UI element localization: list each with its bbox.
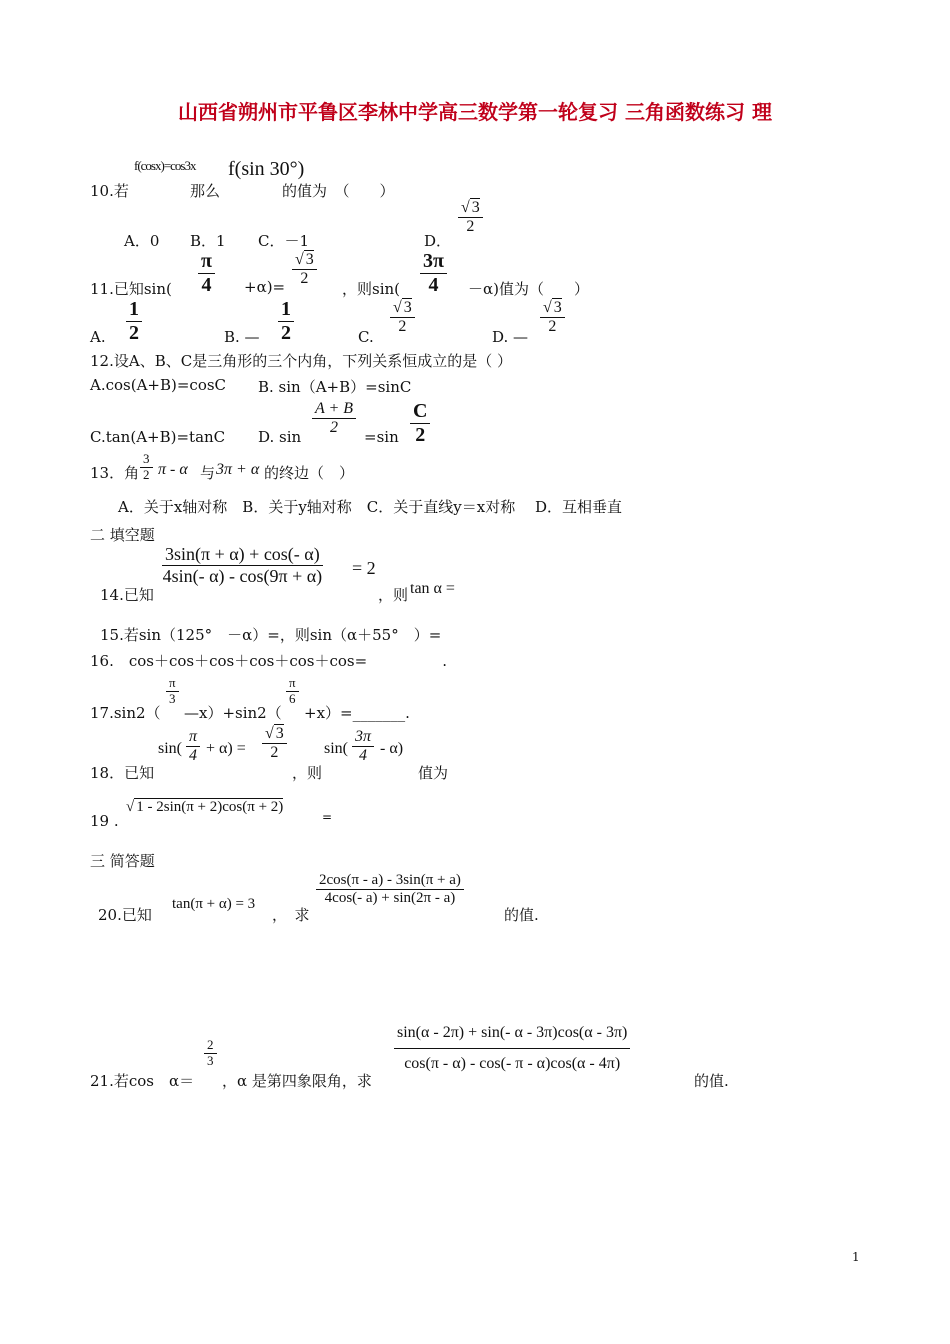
- q11-f1-num: π: [198, 250, 215, 274]
- q13-and: 与: [200, 464, 216, 482]
- q14-fraction: [162, 544, 323, 586]
- q11-opt-b-den: 2: [281, 322, 291, 344]
- q11-tail: －α)值为（ ）: [468, 280, 589, 298]
- q11-f3-num: 3π: [420, 250, 447, 274]
- q18-mid: ，则: [292, 764, 323, 782]
- q18-label: 18．已知: [90, 764, 155, 782]
- q11-fraction-2: $\frac{√ 3}{2}$: [292, 250, 317, 289]
- q13-options: A．关于x轴对称 B．关于y轴对称 C．关于直线y＝x对称 D．互相垂直: [118, 498, 622, 516]
- q17-f2-den: 6: [289, 690, 296, 706]
- q12-optd-fraction-2: [410, 400, 430, 447]
- q11-f2-num: 3: [305, 251, 314, 268]
- q21-label: 21.若cos α＝: [90, 1072, 195, 1090]
- q18-tail: 值为: [418, 764, 449, 782]
- q11-opt-d: D. —: [492, 328, 529, 346]
- q11-label: 11.已知sin(: [90, 280, 172, 298]
- q10-label: 10.若: [90, 182, 129, 200]
- q13-f-den: 2: [143, 466, 150, 482]
- q10-given: f(cosx)=cos3x: [134, 158, 196, 173]
- q21-fraction: [204, 1038, 217, 1069]
- q18-f3-den: 4: [359, 747, 367, 765]
- q11-opt-b-fraction: [278, 298, 294, 345]
- q11-opt-a-fraction: [126, 298, 142, 345]
- q18-expr-1: sin(: [158, 740, 182, 757]
- q20-den: 4cos(- a) + sin(2π - a): [324, 890, 456, 907]
- q14-answer: tan α =: [410, 580, 455, 597]
- q11-f1-den: 4: [201, 274, 212, 296]
- q20-mid: ， 求: [272, 906, 310, 924]
- q21-f-num: 2: [204, 1038, 217, 1054]
- q14-tail: ，则: [378, 586, 409, 604]
- q21-num: sin(α - 2π) + sin(- α - 3π)cos(α - 3π): [394, 1024, 630, 1049]
- q21-den: cos(π - α) - cos(- π - α)cos(α - 4π): [404, 1055, 621, 1073]
- q11-opt-c-fraction: $\frac{√ 3}{2}$: [390, 298, 415, 337]
- q17-f2-num: π: [286, 676, 299, 692]
- q10-optd-den: 2: [466, 218, 475, 236]
- q11-fraction-1: [198, 250, 215, 297]
- q10-then: 那么: [190, 182, 221, 200]
- q11-opt-c-den: 2: [398, 318, 407, 336]
- q18-fraction-2: $\frac{√ 3}{2}$: [262, 724, 287, 763]
- q13-label: 13．角: [90, 464, 140, 482]
- q17-f1-num: π: [166, 676, 179, 692]
- q18-expr-2: + α) =: [206, 740, 246, 757]
- q17-part-b: —x）+sin2（: [184, 704, 282, 722]
- q10-tail: 的值为 （ ）: [282, 182, 395, 200]
- q12-optd-mid: =sin: [364, 428, 399, 446]
- q20-tail: 的值.: [504, 906, 539, 924]
- q18-f3-num: 3π: [352, 728, 374, 747]
- q13-fraction: [140, 452, 153, 483]
- q11-mid2: ，则sin(: [342, 280, 401, 298]
- q21-f-den: 3: [207, 1052, 214, 1068]
- q17-fraction-1: [166, 676, 179, 707]
- q17-part-c: +x）=_______.: [304, 704, 410, 722]
- q10-expr: f(sin 30°): [228, 158, 305, 180]
- q11-opt-c: C.: [358, 328, 374, 346]
- q18-f2-num: 3: [275, 725, 284, 742]
- q10-opt-c: C．－1: [258, 232, 310, 250]
- q11-opt-a-num: 1: [126, 298, 142, 322]
- q12-optd-num: A + B: [312, 400, 356, 419]
- q18-expr-3: sin(: [324, 740, 348, 757]
- q21-tail: 的值.: [694, 1072, 729, 1090]
- q18-expr-4: - α): [380, 740, 404, 757]
- q11-opt-d-num: 3: [553, 299, 562, 316]
- q13-tail: 的终边（ ）: [264, 464, 355, 482]
- q15: 15.若sin（125° －α）=，则sin（α＋55° ）=: [100, 626, 442, 644]
- q10-opt-a: A．0: [124, 232, 160, 250]
- q14-eq: = 2: [352, 558, 376, 578]
- q11-opt-d-fraction: $\frac{√ 3}{2}$: [540, 298, 565, 337]
- q11-opt-d-den: 2: [548, 318, 557, 336]
- q10-opt-b: B．1: [190, 232, 226, 250]
- q11-f3-den: 4: [428, 274, 439, 296]
- q18-fraction-3: [352, 728, 374, 766]
- q11-fraction-3: [420, 250, 447, 297]
- page-number: 1: [852, 1250, 860, 1264]
- q19-radicand: 1 - 2sin(π + 2)cos(π + 2): [136, 799, 284, 815]
- q14-num: 3sin(π + α) + cos(- α): [162, 544, 323, 566]
- q21-mid: ，α 是第四象限角，求: [222, 1072, 372, 1090]
- q10-optd-num: 3: [471, 199, 480, 216]
- q11-f2-den: 2: [300, 270, 309, 288]
- q17-fraction-2: [286, 676, 299, 707]
- q20-label: 20.已知: [98, 906, 152, 924]
- q19-eq: =: [322, 810, 333, 824]
- q18-f1-num: π: [186, 728, 200, 747]
- q21-big-fraction: [394, 1024, 630, 1074]
- q17-part-a: 17.sin2（: [90, 704, 161, 722]
- q12-optd-den2: 2: [415, 424, 426, 446]
- q12-opt-c: C.tan(A+B)=tanC: [90, 428, 226, 446]
- q11-opt-c-num: 3: [403, 299, 412, 316]
- q18-f1-den: 4: [189, 747, 197, 765]
- q20-given: tan(π + α) = 3: [172, 896, 256, 912]
- q19-label: 19 .: [90, 812, 119, 830]
- q13-f-num: 3: [140, 452, 153, 468]
- q12-opt-a: A.cos(A+B)=cosC: [90, 376, 227, 394]
- q11-opt-a-den: 2: [129, 322, 139, 344]
- q20-fraction: [316, 872, 464, 908]
- q18-f2-den: 2: [270, 744, 279, 762]
- q10-opt-d: D．: [424, 232, 452, 250]
- q12-optd-fraction-1: [312, 400, 356, 438]
- q12-stem: 12.设A、B、C是三角形的三个内角，下列关系恒成立的是（ ）: [90, 352, 512, 370]
- q14-den: 4sin(- α) - cos(9π + α): [162, 565, 323, 586]
- q20-num: 2cos(π - a) - 3sin(π + a): [316, 872, 464, 890]
- q12-optd-den: 2: [330, 419, 339, 437]
- q12-opt-d: D. sin: [258, 428, 302, 446]
- section-fill-in-heading: 二 填空题: [90, 526, 155, 544]
- q13-angle-2: 3π + α: [216, 461, 260, 478]
- q16: 16. cos＋cos＋cos＋cos＋cos＋cos= .: [90, 652, 447, 670]
- page-title: 山西省朔州市平鲁区李林中学高三数学第一轮复习 三角函数练习 理: [178, 100, 772, 124]
- q12-opt-b: B. sin（A+B）=sinC: [258, 378, 412, 396]
- q11-opt-b: B. —: [224, 328, 260, 346]
- q11-opt-a: A.: [90, 328, 106, 346]
- q14-label: 14.已知: [100, 586, 154, 604]
- q18-fraction-1: [186, 728, 200, 766]
- q11-opt-b-num: 1: [278, 298, 294, 322]
- q11-mid1: +α)=: [244, 278, 286, 296]
- q12-optd-num2: C: [410, 400, 430, 424]
- q10-optd-fraction: $\frac{√ 3}{2}$: [458, 198, 483, 237]
- q13-angle-1: π - α: [158, 461, 188, 478]
- q19-radical: √ 1 - 2sin(π + 2)cos(π + 2): [126, 799, 284, 815]
- q17-f1-den: 3: [169, 690, 176, 706]
- section-answer-heading: 三 简答题: [90, 852, 155, 870]
